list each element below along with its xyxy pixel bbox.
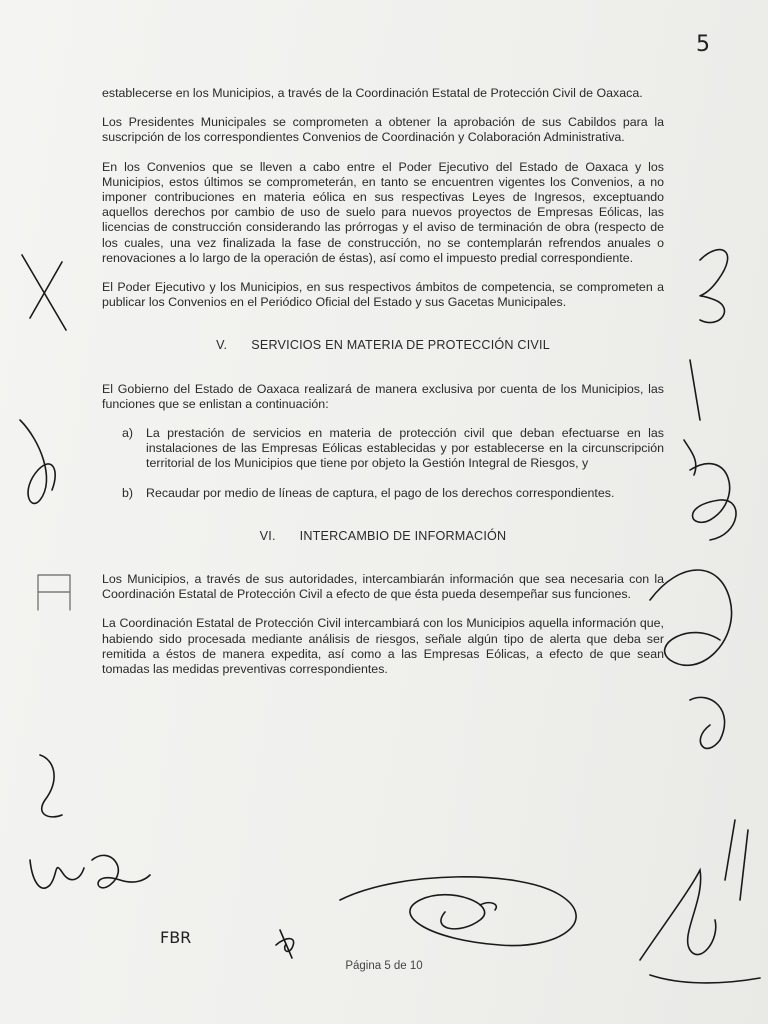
right-margin-signature-icon bbox=[650, 570, 732, 748]
paragraph: Los Presidentes Municipales se comprometen a obtener la aprobación de sus Cabildos para la suscripción de los correspondientes Convenios de Coordinación y Colaboración Administrativa. bbox=[102, 115, 664, 145]
bottom-left-signature-icon bbox=[30, 855, 150, 888]
list-marker: a) bbox=[122, 426, 134, 441]
right-margin-signature-icon bbox=[684, 360, 700, 475]
left-margin-signature-icon bbox=[40, 755, 62, 817]
paragraph: En los Convenios que se lleven a cabo entre el Poder Ejecutivo del Estado de Oaxaca y los Municipios, estos últimos se comprometerán, en tanto se encuentren vigentes los Convenios, a no imponer contribuciones en materia eólica en sus respectivas Leyes de Ingresos, exceptuando aquellos derechos por cambio de uso de suelo para nuevos proyectos de Empresas Eólicas, las licencias de construcción considerando las prórrogas y el aviso de terminación de obra (respecto de los cuales, una vez finalizada la fase de construcción, no se contemplarán refrendos anuales o renovaciones a lo largo de la operación de éstas), así como el impuesto predial correspondiente. bbox=[102, 159, 664, 265]
paragraph: El Poder Ejecutivo y los Municipios, en sus respectivos ámbitos de competencia, se comprometen a publicar los Convenios en el Periódico Oficial del Estado y sus Gacetas Municipales. bbox=[102, 280, 664, 310]
handwritten-page-number: 5 bbox=[696, 32, 710, 57]
list-item-text: Recaudar por medio de líneas de captura, el pago de los derechos correspondientes. bbox=[146, 485, 615, 500]
paragraph: establecerse en los Municipios, a través de la Coordinación Estatal de Protección Civil de Oaxaca. bbox=[102, 86, 643, 100]
page-footer: Página 5 de 10 bbox=[345, 960, 423, 972]
right-margin-signature-icon bbox=[690, 464, 736, 540]
section-title: SERVICIOS EN MATERIA DE PROTECCIÓN CIVIL bbox=[251, 338, 550, 353]
seal-stamp-icon bbox=[38, 575, 70, 610]
section-number: V. bbox=[216, 338, 228, 353]
left-margin-signature-icon bbox=[20, 420, 55, 503]
bottom-center-signature-icon bbox=[340, 877, 576, 946]
list-marker: b) bbox=[122, 485, 134, 500]
right-margin-signature-icon bbox=[700, 250, 728, 323]
section-title: INTERCAMBIO DE INFORMACIÓN bbox=[299, 528, 507, 543]
handwritten-initials: FBR bbox=[160, 928, 192, 947]
right-margin-signature-icon bbox=[725, 820, 748, 900]
left-margin-signature-icon bbox=[22, 255, 66, 330]
paragraph: Los Municipios, a través de sus autoridades, intercambiarán información que sea necesaria con la Coordinación Estatal de Protección Civil a efecto de que ésta pueda desempeñar sus funciones. bbox=[102, 572, 664, 602]
section-number: VI. bbox=[259, 528, 276, 543]
list-item-text: La prestación de servicios en materia de protección civil que deban efectuarse en las instalaciones de las Empresas Eólicas establecidas y por establecerse en la circunscripción territorial de los Municipios que tiene por objeto la Gestión Integral de Riesgos, y bbox=[146, 426, 664, 471]
initials-mark-icon bbox=[276, 930, 294, 958]
paragraph: La Coordinación Estatal de Protección Civil intercambiará con los Municipios aquella información que, habiendo sido procesada mediante análisis de riesgos, señale algún tipo de alerta que deba ser remitida a éstos de manera expedita, así como a las Empresas Eólicas, a efecto de que sean tomadas las medidas preventivas correspondientes. bbox=[102, 616, 664, 677]
paragraph: El Gobierno del Estado de Oaxaca realizará de manera exclusiva por cuenta de los Municipios, las funciones que se enlistan a continuación: bbox=[102, 381, 664, 411]
